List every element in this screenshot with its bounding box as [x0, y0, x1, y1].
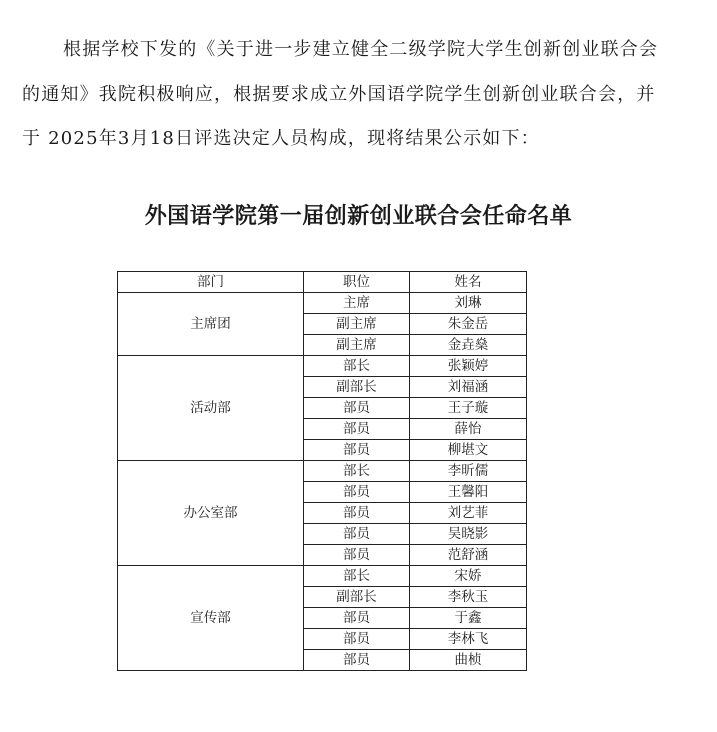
position-cell: 部员 — [304, 503, 410, 524]
position-cell: 部员 — [304, 440, 410, 461]
position-cell: 部员 — [304, 650, 410, 671]
name-cell: 刘艺菲 — [410, 503, 527, 524]
name-cell: 于鑫 — [410, 608, 527, 629]
department-cell: 办公室部 — [118, 461, 304, 566]
position-cell: 部员 — [304, 629, 410, 650]
position-cell: 副部长 — [304, 377, 410, 398]
table-row — [118, 566, 527, 587]
position-cell: 副主席 — [304, 335, 410, 356]
table-row — [118, 461, 527, 482]
name-cell: 王馨阳 — [410, 482, 527, 503]
position-cell: 副部长 — [304, 587, 410, 608]
position-cell: 部员 — [304, 545, 410, 566]
position-cell: 副主席 — [304, 314, 410, 335]
name-cell: 薛怡 — [410, 419, 527, 440]
name-cell: 李林飞 — [410, 629, 527, 650]
table-header-row — [118, 272, 527, 293]
position-cell: 主席 — [304, 293, 410, 314]
name-cell: 刘福涵 — [410, 377, 527, 398]
department-cell: 活动部 — [118, 356, 304, 461]
header-name: 姓名 — [410, 272, 527, 293]
name-cell: 刘琳 — [410, 293, 527, 314]
position-cell: 部员 — [304, 398, 410, 419]
table-body — [118, 293, 527, 671]
position-cell: 部员 — [304, 524, 410, 545]
header-position: 职位 — [304, 272, 410, 293]
document-title: 外国语学院第一届创新创业联合会任命名单 — [144, 204, 573, 229]
position-cell: 部长 — [304, 461, 410, 482]
position-cell: 部员 — [304, 482, 410, 503]
name-cell: 曲桢 — [410, 650, 527, 671]
name-cell: 宋娇 — [410, 566, 527, 587]
name-cell: 李秋玉 — [410, 587, 527, 608]
position-cell: 部长 — [304, 356, 410, 377]
department-cell: 宣传部 — [118, 566, 304, 671]
table-row — [118, 356, 527, 377]
name-cell: 柳堪文 — [410, 440, 527, 461]
position-cell: 部员 — [304, 419, 410, 440]
name-cell: 王子璇 — [410, 398, 527, 419]
appointment-table — [117, 271, 527, 671]
name-cell: 张颖婷 — [410, 356, 527, 377]
name-cell: 李昕儒 — [410, 461, 527, 482]
header-department: 部门 — [118, 272, 304, 293]
table-row — [118, 293, 527, 314]
position-cell: 部长 — [304, 566, 410, 587]
name-cell: 朱金岳 — [410, 314, 527, 335]
department-cell: 主席团 — [118, 293, 304, 356]
name-cell: 金垚燊 — [410, 335, 527, 356]
name-cell: 范舒涵 — [410, 545, 527, 566]
name-cell: 吴晓影 — [410, 524, 527, 545]
notice-paragraph: 根据学校下发的《关于进一步建立健全二级学院大学生创新创业联合会的通知》我院积极响应，根据要求成立外国语学院学生创新创业联合会，并于 2025年3月18日评选决定人员构成，现将结果公示如下： — [22, 39, 659, 149]
position-cell: 部员 — [304, 608, 410, 629]
